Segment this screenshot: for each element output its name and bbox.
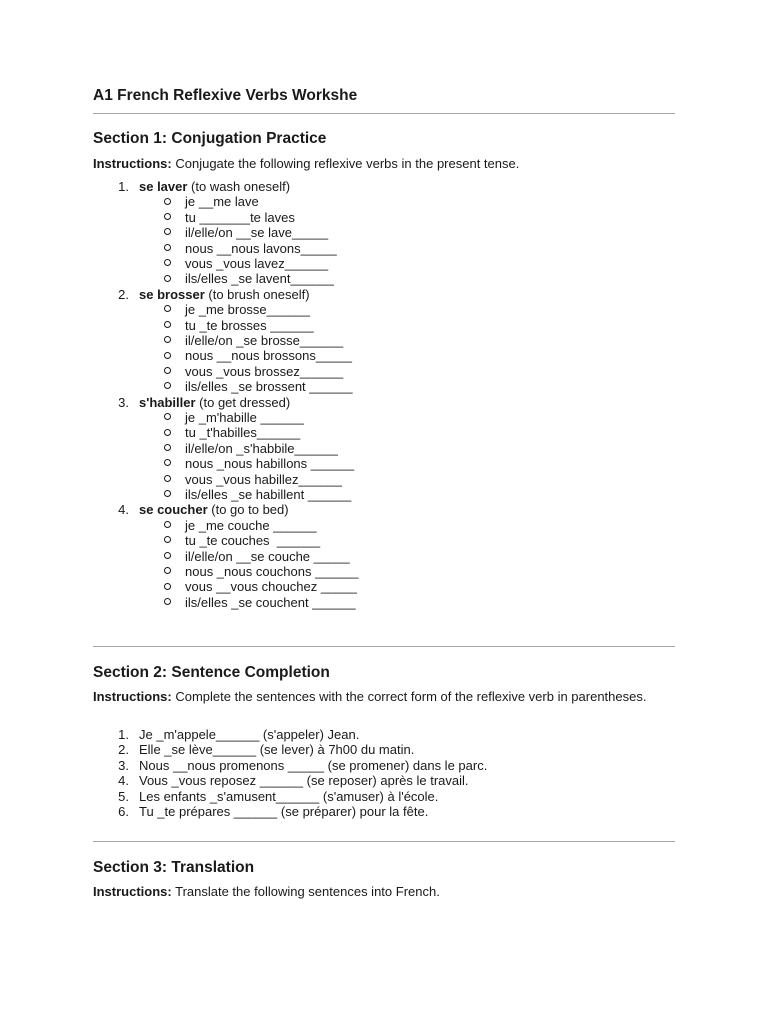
section-3-instructions (93, 884, 653, 900)
verb-number: 1. (118, 179, 129, 194)
conjugation-line: je __me lave (185, 194, 259, 210)
item-number: 1. (118, 727, 129, 742)
verb-infinitive: se coucher (139, 502, 208, 518)
conjugation-line: nous _nous couchons ______ (185, 564, 359, 579)
verb-heading (139, 502, 289, 517)
verb-infinitive: se brosser (139, 286, 205, 302)
instructions-label: Instructions: (93, 156, 172, 171)
hollow-bullet-icon (164, 598, 171, 605)
verb-heading (139, 395, 290, 410)
sentence-item: Les enfants _s'amusent______ (s'amuser) à l'école. (139, 788, 439, 804)
instructions-text: Complete the sentences with the correct form of the reflexive verb in parentheses. (171, 689, 647, 704)
divider (93, 841, 675, 842)
instructions-text: Translate the following sentences into French. (171, 884, 440, 899)
sentence-item: Je _m'appele______ (s'appeler) Jean. (139, 727, 360, 742)
conjugation-line: il/elle/on _se brosse______ (185, 333, 344, 348)
section-1-title: Section 1: Conjugation Practice (93, 130, 327, 147)
hollow-bullet-icon (164, 536, 171, 543)
verb-number: 2. (118, 286, 129, 302)
hollow-bullet-icon (164, 521, 171, 528)
hollow-bullet-icon (164, 244, 171, 251)
instructions-label: Instructions: (93, 689, 172, 704)
hollow-bullet-icon (164, 367, 171, 374)
divider (93, 646, 675, 647)
section-3-title: Section 3: Translation (93, 859, 255, 876)
conjugation-line: il/elle/on _s'habbile______ (185, 440, 338, 456)
conjugation-line: ils/elles _se brossent ______ (185, 379, 353, 395)
instructions-label: Instructions: (93, 884, 172, 899)
hollow-bullet-icon (164, 459, 171, 466)
conjugation-line: je _me couche ______ (185, 517, 317, 533)
conjugation-line: nous __nous brossons_____ (185, 348, 352, 364)
conjugation-line: vous _vous habillez______ (185, 471, 342, 487)
sentence-item: Nous __nous promenons _____ (se promener) dans le parc. (139, 757, 488, 773)
conjugation-line: tu _______te laves (185, 209, 295, 225)
instructions-text: Conjugate the following reflexive verbs in the present tense. (171, 156, 520, 171)
verb-heading (139, 287, 310, 302)
conjugation-line: ils/elles _se couchent ______ (185, 594, 356, 610)
hollow-bullet-icon (164, 583, 171, 590)
item-number: 5. (118, 788, 129, 804)
item-number: 3. (118, 757, 129, 773)
conjugation-line: il/elle/on __se lave_____ (185, 225, 329, 241)
conjugation-line: nous _nous habillons ______ (185, 456, 355, 472)
conjugation-line: je _me brosse______ (185, 302, 311, 318)
hollow-bullet-icon (164, 275, 171, 282)
hollow-bullet-icon (164, 413, 171, 420)
hollow-bullet-icon (164, 567, 171, 574)
verb-meaning: (to go to bed) (207, 502, 289, 518)
hollow-bullet-icon (164, 429, 171, 436)
hollow-bullet-icon (164, 228, 171, 235)
conjugation-line: tu _t'habilles______ (185, 425, 301, 441)
hollow-bullet-icon (164, 352, 171, 359)
hollow-bullet-icon (164, 305, 171, 312)
conjugation-line: ils/elles _se lavent______ (185, 271, 334, 287)
conjugation-line: vous _vous lavez______ (185, 256, 329, 271)
verb-meaning: (to get dressed) (195, 394, 291, 410)
hollow-bullet-icon (164, 198, 171, 205)
conjugation-line: vous __vous chouchez _____ (185, 579, 358, 595)
hollow-bullet-icon (164, 490, 171, 497)
document-title: A1 French Reflexive Verbs Workshe (93, 87, 358, 104)
conjugation-line: tu _te brosses ______ (185, 317, 314, 333)
conjugation-line: tu _te couches ______ (185, 533, 321, 549)
conjugation-line: il/elle/on __se couche _____ (185, 548, 350, 564)
conjugation-line: ils/elles _se habillent ______ (185, 487, 352, 502)
conjugation-line: je _m'habille ______ (185, 410, 304, 425)
hollow-bullet-icon (164, 213, 171, 220)
section-2-instructions (93, 689, 653, 705)
verb-infinitive: se laver (139, 179, 188, 194)
hollow-bullet-icon (164, 382, 171, 389)
divider (93, 113, 675, 114)
verb-number: 3. (118, 394, 129, 410)
hollow-bullet-icon (164, 475, 171, 482)
hollow-bullet-icon (164, 444, 171, 451)
sentence-item: Elle _se lève______ (se lever) à 7h00 du matin. (139, 742, 415, 758)
section-2-title: Section 2: Sentence Completion (93, 664, 330, 681)
item-number: 6. (118, 804, 129, 819)
verb-meaning: (to wash oneself) (187, 179, 291, 194)
section-1-instructions (93, 156, 653, 172)
item-number: 4. (118, 773, 129, 789)
verb-heading (139, 179, 290, 194)
item-number: 2. (118, 742, 129, 758)
hollow-bullet-icon (164, 336, 171, 343)
hollow-bullet-icon (164, 321, 171, 328)
sentence-item: Tu _te prépares ______ (se préparer) pour la fête. (139, 804, 429, 819)
sentence-item: Vous _vous reposez ______ (se reposer) après le travail. (139, 773, 469, 789)
verb-number: 4. (118, 502, 129, 518)
conjugation-line: vous _vous brossez______ (185, 363, 344, 379)
conjugation-line: nous __nous lavons_____ (185, 240, 337, 256)
hollow-bullet-icon (164, 552, 171, 559)
verb-infinitive: s'habiller (139, 394, 196, 410)
verb-meaning: (to brush oneself) (204, 286, 310, 302)
hollow-bullet-icon (164, 259, 171, 266)
